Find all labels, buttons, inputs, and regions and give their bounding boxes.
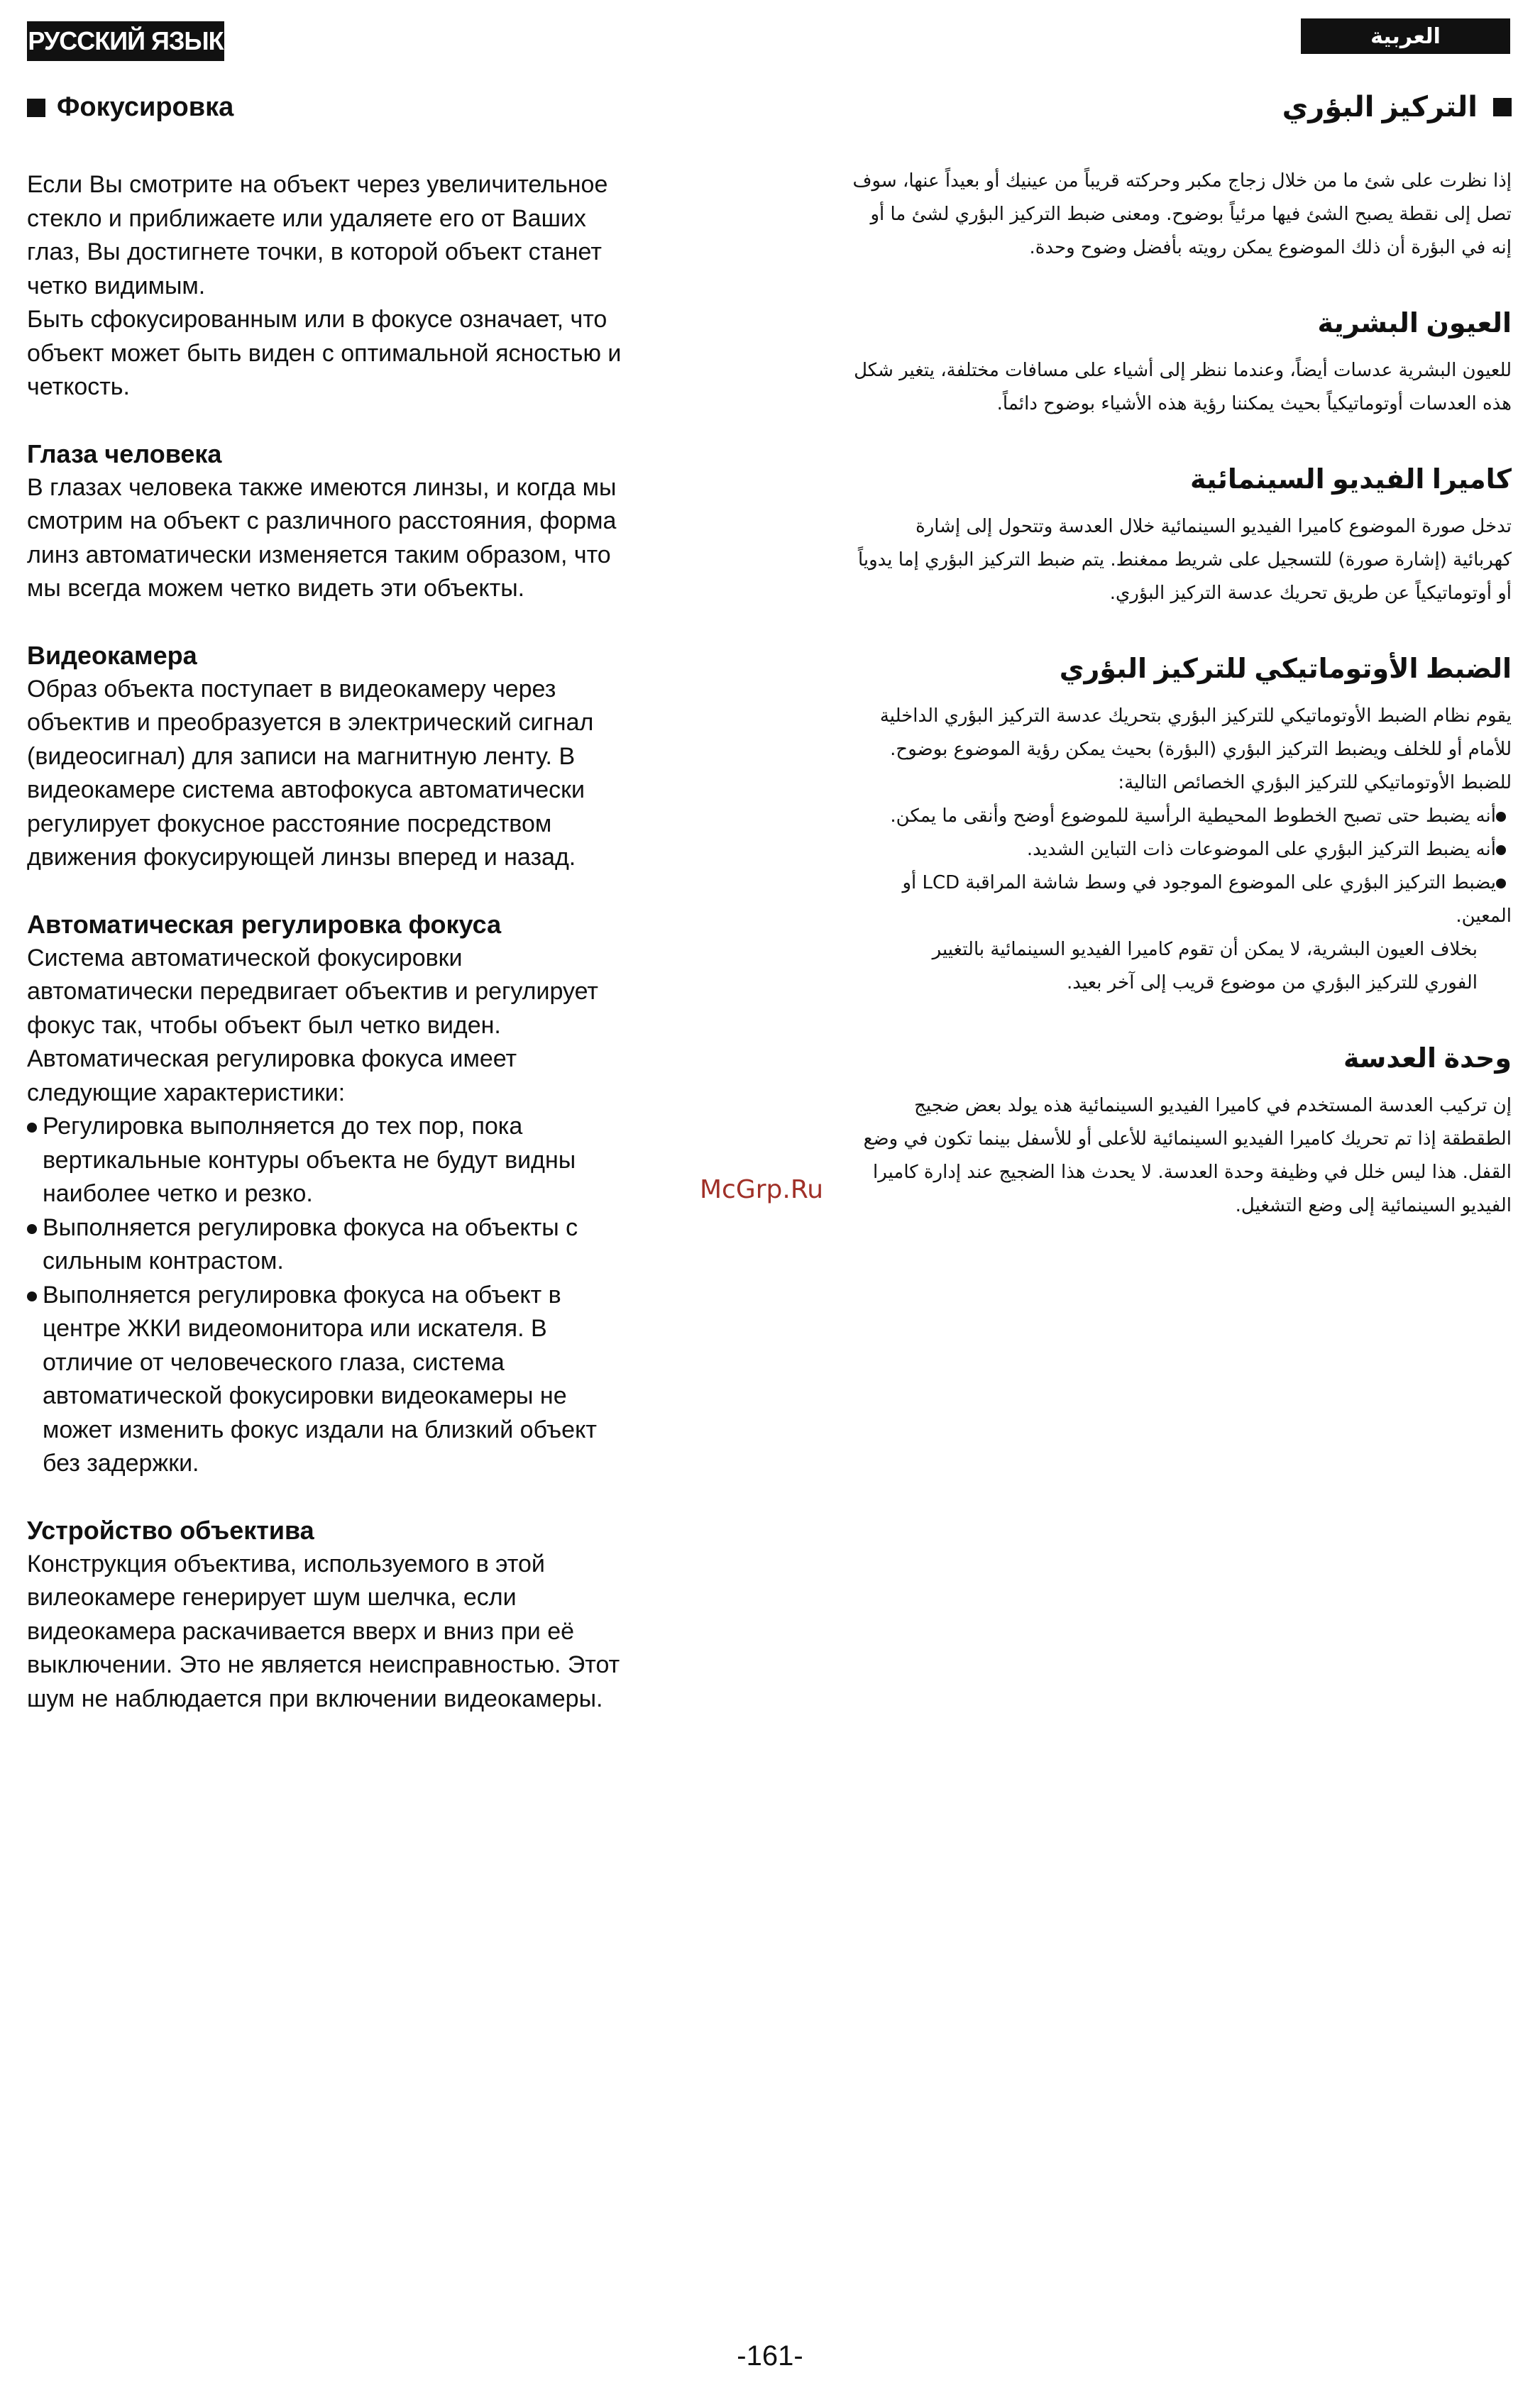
- page-number: -161-: [737, 2340, 803, 2372]
- bullet-icon: [1496, 845, 1506, 855]
- russian-column: [27, 92, 708, 1716]
- ar-camera-heading: كاميرا الفيديو السينمائية: [1190, 465, 1512, 495]
- text-line: كهربائية (إشارة صورة) للتسجيل على شريط ممغنط. يتم ضبط التركيز البؤري إما يدوياً: [857, 549, 1512, 571]
- bullet-icon: [1496, 879, 1506, 888]
- text-line: мы всегда можем четко видеть эти объекты.: [27, 575, 525, 602]
- list-item: Выполняется регулировка фокуса на объекты с сильным контрастом.: [27, 1211, 708, 1279]
- text-line: تدخل صورة الموضوع كاميرا الفيديو السينمائية خلال العدسة وتتحول إلى إشارة: [915, 516, 1512, 537]
- text-line: следующие характеристики:: [27, 1079, 346, 1106]
- ru-title-text: Фокусировка: [57, 92, 234, 122]
- text-line: يقوم نظام الضبط الأوتوماتيكي للتركيز البؤري بتحريك عدسة التركيز البؤري الداخلية: [879, 705, 1512, 727]
- text-line: Образ объекта поступает в видеокамеру через: [27, 675, 556, 703]
- ru-camera-heading: Видеокамера: [27, 640, 197, 670]
- text-line: هذه العدسات أوتوماتيكياً بحيث يمكننا رؤية هذه الأشياء بوضوح دائماً.: [996, 393, 1512, 414]
- text-line: للأمام أو للخلف ويضبط التركيز البؤري (البؤرة) بحيث يمكن رؤية الموضوع بوضوح.: [890, 739, 1512, 760]
- ar-section-title: [830, 91, 1512, 123]
- bullet-icon: [27, 1224, 37, 1234]
- text-line: Быть сфокусированным или в фокусе означает, что: [27, 306, 607, 333]
- text-line: смотрим на объект с различного расстояния, форма: [27, 507, 617, 534]
- text-line: (видеосигнал) для записи на магнитную ленту. В: [27, 742, 576, 770]
- text-line: вилеокамере генерирует шум шелчка, если: [27, 1584, 517, 1611]
- text-line: видеокамере система автофокуса автоматически: [27, 776, 585, 803]
- text-line: Если Вы смотрите на объект через увеличительное: [27, 171, 608, 198]
- text-line: видеокамера раскачивается вверх и вниз при её: [27, 1617, 575, 1645]
- ru-eyes-heading: Глаза человека: [27, 439, 222, 468]
- text-line: автоматически передвигает объектив и регулирует: [27, 978, 598, 1005]
- text-line: стекло и приближаете или удаляете его от Ваших: [27, 204, 586, 232]
- arabic-language-tab: العربية: [1301, 18, 1510, 54]
- text-line: تصل إلى نقطة يصبح الشئ فيها مرئياً بوضوح. ومعنى ضبط التركيز البؤري لشئ ما أو: [870, 204, 1512, 225]
- text-line: фокус так, чтобы объект был четко виден.: [27, 1011, 501, 1039]
- ar-eyes-heading: العيون البشرية: [1317, 309, 1512, 338]
- text-line: Автоматическая регулировка фокуса имеет: [27, 1045, 517, 1072]
- ru-autofocus-heading: Автоматическая регулировка фокуса: [27, 909, 502, 939]
- text-line: إنه في البؤرة أن ذلك الموضوع يمكن رويته بأفضل وضوح وحدة.: [1029, 237, 1512, 258]
- list-item: Выполняется регулировка фокуса на объект в центре ЖКИ видеомонитора или искателя. В отличие от человеческого глаза, система автоматической фокусировки видеокамеры не может изменить фокус издали на близкий объект без задержки.: [27, 1279, 708, 1481]
- ru-section-title: [27, 92, 708, 123]
- text-line: أو أوتوماتيكياً عن طريق تحريك عدسة التركيز البؤري.: [1109, 583, 1512, 604]
- text-line: Конструкция объектива, используемого в этой: [27, 1550, 545, 1577]
- ru-intro: [27, 168, 708, 404]
- text-line: الطقطقة إذا تم تحريك كاميرا الفيديو السينمائية للأعلى أو للأسفل بينما تكون في وضع: [863, 1128, 1512, 1150]
- text-line: линз автоматически изменяется таким образом, что: [27, 541, 611, 568]
- ar-lens-heading: وحدة العدسة: [1343, 1044, 1512, 1074]
- square-bullet-icon: [27, 99, 45, 117]
- list-item: أنه يضبط حتى تصبح الخطوط المحيطية الرأسية للموضوع أوضح وأنقى ما يمكن.: [830, 800, 1512, 833]
- text-line: глаз, Вы достигнете точки, в которой объект станет: [27, 238, 602, 265]
- watermark: McGrp.Ru: [700, 1175, 824, 1204]
- arabic-column: [830, 91, 1512, 1223]
- text-line: إن تركيب العدسة المستخدم في كاميرا الفيديو السينمائية هذه يولد بعض ضجيج: [914, 1095, 1512, 1116]
- text-line: الفيديو السينمائية إلى وضع التشغيل.: [1235, 1195, 1512, 1216]
- text-line: четко видимым.: [27, 272, 206, 299]
- ar-autofocus-list: [830, 800, 1512, 933]
- list-item: يضبط التركيز البؤري على الموضوع الموجود في وسط شاشة المراقبة LCD أو المعين.: [902, 872, 1512, 927]
- text-line: регулирует фокусное расстояние посредством: [27, 810, 552, 837]
- square-bullet-icon: [1493, 98, 1512, 116]
- text-line: Система автоматической фокусировки: [27, 944, 463, 971]
- text-line: объектив и преобразуется в электрический сигнал: [27, 709, 594, 736]
- ar-title-text: التركيز البؤري: [1282, 92, 1478, 123]
- text-line: движения фокусирующей линзы вперед и назад.: [27, 844, 576, 871]
- text-line: В глазах человека также имеются линзы, и когда мы: [27, 473, 617, 501]
- text-line: بخلاف العيون البشرية، لا يمكن أن تقوم كاميرا الفيديو السينمائية بالتغيير: [932, 939, 1478, 960]
- bullet-icon: [1496, 812, 1506, 822]
- bullet-icon: [27, 1292, 37, 1301]
- ru-autofocus-list: [27, 1110, 708, 1481]
- ar-autofocus-heading: الضبط الأوتوماتيكي للتركيز البؤري: [1059, 654, 1512, 684]
- text-line: إذا نظرت على شئ ما من خلال زجاج مكبر وحركته قريباً من عينيك أو بعيداً عنها، سوف: [852, 170, 1512, 192]
- bullet-icon: [27, 1123, 37, 1133]
- list-item: Регулировка выполняется до тех пор, пока вертикальные контуры объекта не будут видны наиболее четко и резко.: [27, 1110, 708, 1211]
- text-line: القفل. هذا ليس خلل في وظيفة وحدة العدسة. لا يحدث هذا الضجيج عند إدارة كاميرا: [873, 1162, 1512, 1183]
- text-line: الفوري للتركيز البؤري من موضوع قريب إلى آخر بعيد.: [1066, 972, 1478, 993]
- russian-language-tab: РУССКИЙ ЯЗЫК: [27, 21, 224, 61]
- text-line: للعيون البشرية عدسات أيضاً، وعندما ننظر إلى أشياء على مسافات مختلفة، يتغير شكل: [854, 360, 1512, 381]
- text-line: четкость.: [27, 373, 130, 400]
- text-line: للضبط الأوتوماتيكي للتركيز البؤري الخصائص التالية:: [1118, 772, 1512, 793]
- list-item: أنه يضبط التركيز البؤري على الموضوعات ذات التباين الشديد.: [830, 833, 1512, 866]
- text-line: шум не наблюдается при включении видеокамеры.: [27, 1685, 603, 1712]
- text-line: объект может быть виден с оптимальной ясностью и: [27, 339, 622, 367]
- text-line: выключении. Это не является неисправностью. Этот: [27, 1651, 620, 1678]
- ru-lens-heading: Устройство объектива: [27, 1515, 314, 1545]
